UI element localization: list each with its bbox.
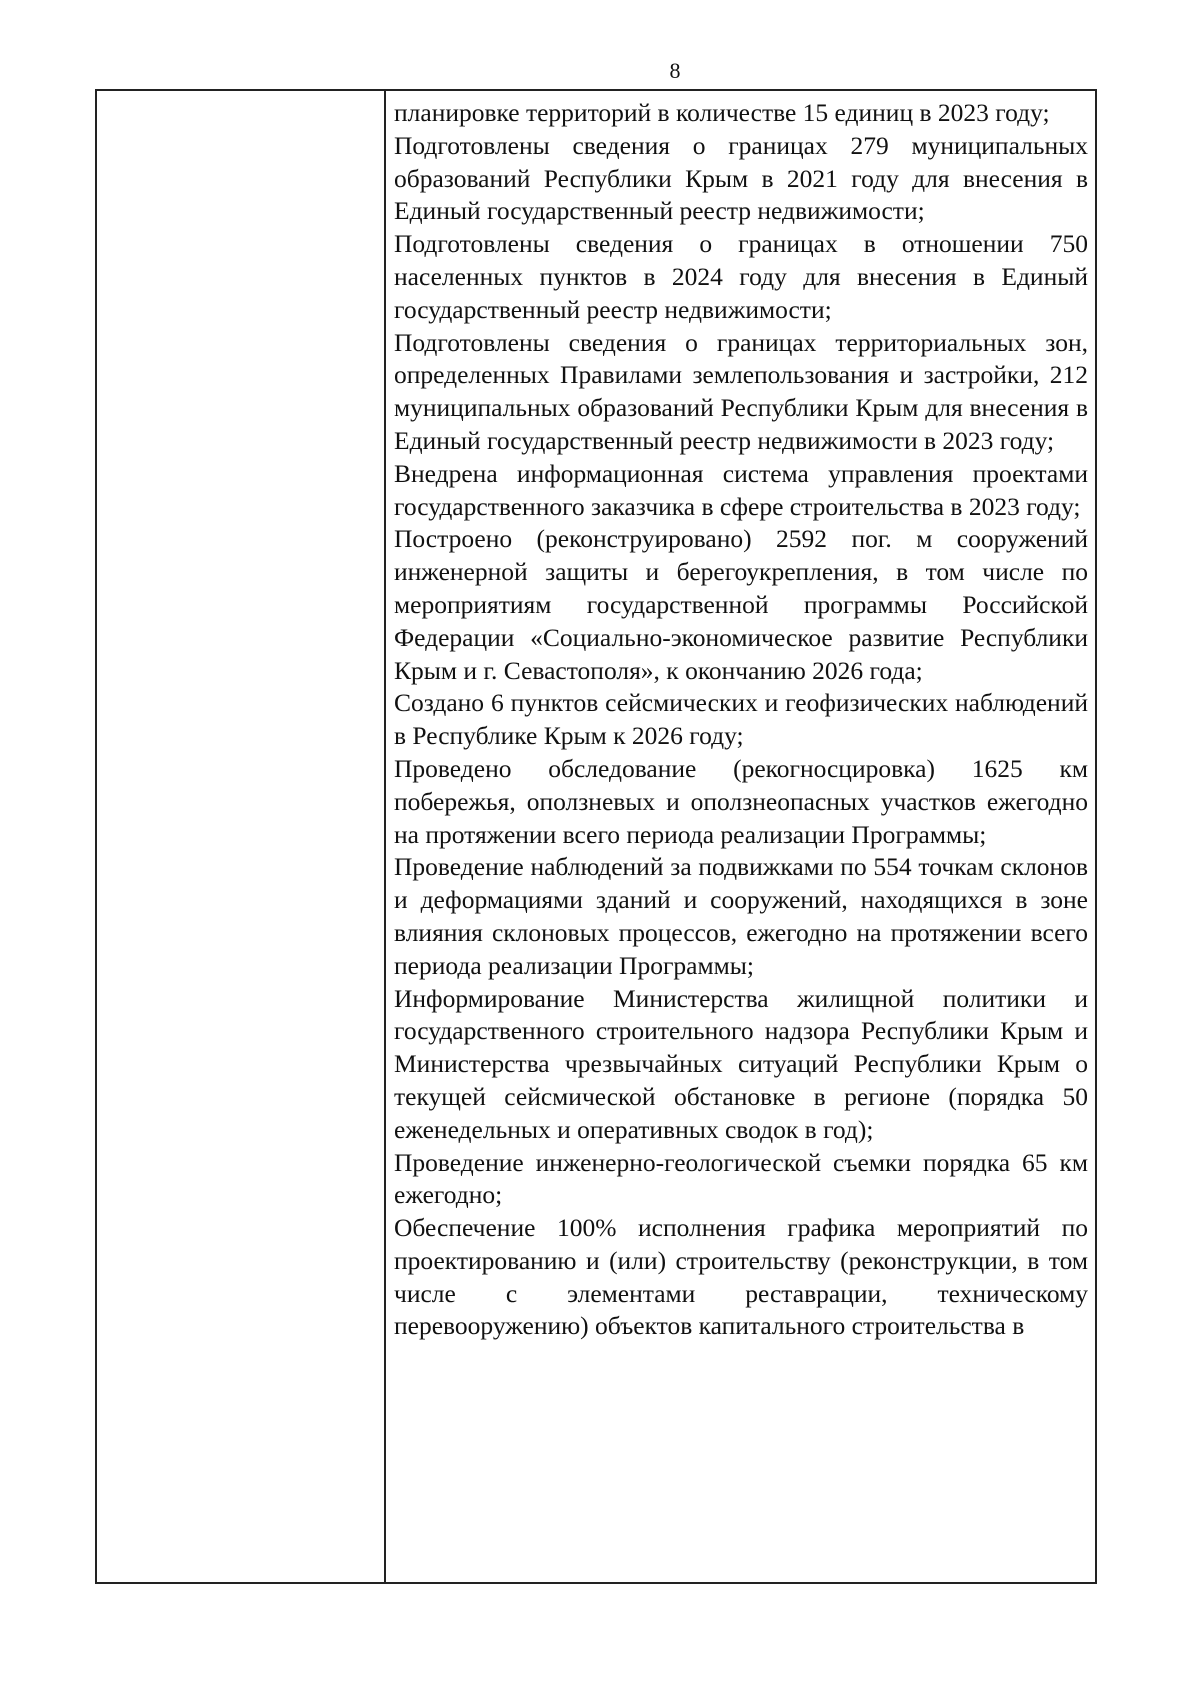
page-number: 8 [669,58,681,83]
table-right-cell [386,91,1095,1582]
paragraph-slope-monitoring: Проведение наблюдений за подвижками по 554 точкам склонов и деформациями зданий и сооружений, находящихся в зоне влияния склоновых процессов, ежегодно на протяжении всего периода реализации Программы; [394,852,1088,980]
paragraph-coast-survey: Проведено обследование (рекогносцировка) 1625 км побережья, оползневых и оползнеопасных участков ежегодно на протяжении всего периода реализации Программы; [394,753,1088,849]
paragraph-seismic-reports: Информирование Министерства жилищной политики и государственного строительного надзора Республики Крым и Министерства чрезвычайных ситуаций Республики Крым о текущей сейсмической обстановке в регионе (порядка 50 еженедельных и оперативных сводок в год); [394,983,1088,1144]
paragraph-municipal-borders: Подготовлены сведения о границах 279 муниципальных образований Республики Крым в 2021 году для внесения в Единый государственный реестр недвижимости; [394,130,1088,226]
paragraph-territorial-zones: Подготовлены сведения о границах территориальных зон, определенных Правилами землепользования и застройки, 212 муниципальных образований Республики Крым для внесения в Единый государственный реестр недвижимости в 2023 году; [394,327,1088,455]
paragraph-geological-survey: Проведение инженерно-геологической съемки порядка 65 км ежегодно; [394,1147,1088,1210]
table-left-cell [97,91,386,1582]
paragraph-seismic-stations: Создано 6 пунктов сейсмических и геофизических наблюдений в Республике Крым к 2026 году; [394,688,1088,751]
paragraph-coastal-protection: Построено (реконструировано) 2592 пог. м сооружений инженерной защиты и берегоукрепления, в том числе по мероприятиям государственной программы Российской Федерации «Социально-экономическое развитие Республики Крым и г. Севастополя», к окончанию 2026 года; [394,524,1088,685]
paragraph-construction-schedule: Обеспечение 100% исполнения графика мероприятий по проектированию и (или) строительству (реконструкции, в том числе с элементами реставрации, техническому перевооружению) объектов капитального строительства в [394,1213,1088,1341]
paragraph-planning-projects: планировке территорий в количестве 15 единиц в 2023 году; [394,98,1050,127]
document-table [95,89,1097,1584]
paragraph-information-system: Внедрена информационная система управления проектами государственного заказчика в сфере строительства в 2023 году; [394,458,1088,521]
paragraph-settlement-borders: Подготовлены сведения о границах в отношении 750 населенных пунктов в 2024 году для внесения в Единый государственный реестр недвижимости; [394,229,1088,324]
